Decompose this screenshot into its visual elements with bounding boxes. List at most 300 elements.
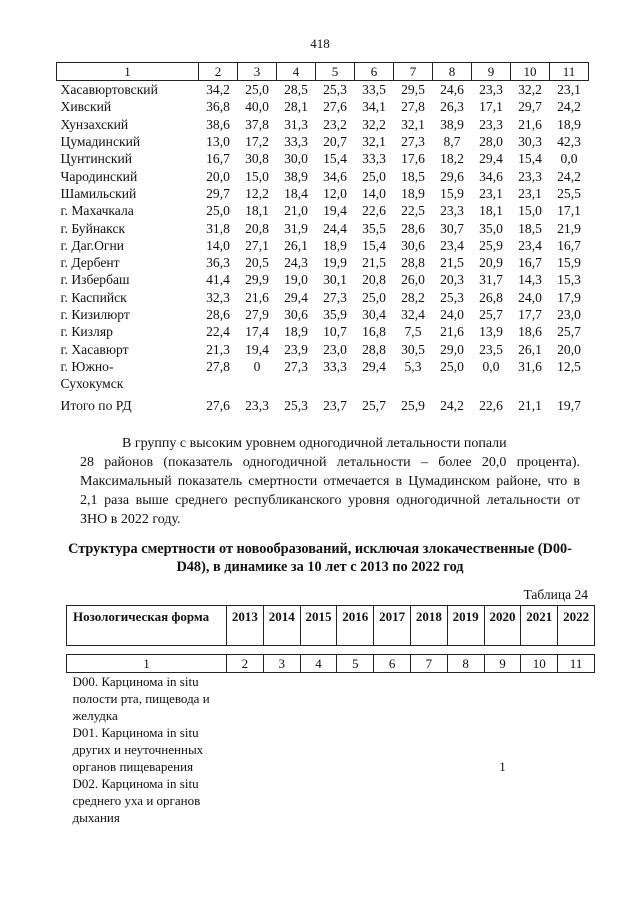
table-row: [57, 167, 589, 184]
table-cell: [447, 673, 484, 725]
table-cell: 28,2: [401, 289, 425, 305]
table-cell: 14,0: [206, 237, 230, 253]
row-label: D01. Карцинома in situ других и неуточненных органов пищеварения: [72, 725, 204, 774]
table-cell: 14,0: [362, 185, 386, 201]
table-cell: 0,0: [482, 358, 500, 374]
row-label: [57, 271, 199, 288]
table-cell: 36,8: [206, 99, 230, 115]
table-cell: 16,7: [518, 255, 542, 271]
table-cell: 25,7: [557, 324, 581, 340]
table-cell: 25,0: [440, 358, 464, 374]
table-cell: 18,9: [557, 116, 581, 132]
table-cell: 19,7: [557, 397, 581, 413]
body-paragraph: [80, 434, 580, 529]
row-label: [57, 358, 199, 392]
table-cell: 17,1: [479, 99, 503, 115]
table-cell: 24,2: [557, 99, 581, 115]
table-cell: [337, 724, 374, 775]
table-cell: 28,8: [401, 255, 425, 271]
row-label-text: г. Кизляр: [60, 324, 113, 340]
table-cell: 25,7: [479, 307, 503, 322]
row-label: [57, 116, 199, 133]
table-cell: 18,4: [284, 185, 308, 201]
column-header: 1: [57, 63, 199, 81]
table-cell: 18,1: [479, 203, 503, 219]
row-label: [57, 167, 199, 184]
column-header: 6: [355, 63, 394, 81]
table-cell: [410, 775, 447, 826]
row-label-text: г. Избербаш: [60, 272, 130, 288]
row-label-text: Цунтинский: [60, 151, 133, 167]
row-label-text-continued: Сухокумск: [60, 375, 124, 391]
table-cell: [263, 724, 300, 775]
column-index: 10: [521, 655, 558, 673]
table-cell: 26,1: [284, 237, 308, 253]
table-cell: 30,3: [518, 134, 542, 150]
column-header-year: 2016: [337, 606, 374, 646]
table-cell: 12,5: [557, 358, 581, 374]
table-header-row: [67, 606, 595, 646]
table-cell: 27,6: [323, 99, 347, 115]
table-cell: 31,8: [206, 220, 230, 236]
mortality-table-districts: [56, 62, 589, 414]
column-header: 11: [550, 63, 589, 81]
table-cell: 31,3: [284, 116, 308, 132]
row-label-text: г. Южно-: [60, 358, 114, 374]
table-cell: 21,1: [518, 397, 542, 413]
table-cell: 15,0: [245, 168, 269, 184]
table-cell: [521, 775, 558, 826]
table-cell: 19,9: [323, 255, 347, 271]
table-cell: 17,6: [401, 151, 425, 167]
column-header-year: 2017: [374, 606, 411, 646]
table-cell: 20,8: [245, 220, 269, 236]
table-cell: [447, 775, 484, 826]
column-header: 4: [277, 63, 316, 81]
table-cell: 20,8: [362, 272, 386, 288]
table-cell: 29,0: [440, 341, 464, 357]
table-row: [67, 724, 595, 775]
table-cell: 42,3: [557, 134, 581, 150]
table-cell: 16,8: [362, 324, 386, 340]
table-cell: 22,6: [479, 397, 503, 413]
table-cell: 20,7: [323, 134, 347, 150]
table-cell: 33,3: [323, 358, 347, 374]
table-cell: 18,9: [323, 237, 347, 253]
table-cell: 27,8: [206, 358, 230, 374]
column-header: 10: [511, 63, 550, 81]
row-label-text: г. Дербент: [60, 255, 120, 271]
table-cell: 23,4: [440, 237, 464, 253]
table-row: [57, 271, 589, 288]
section-title: Структура смертности от новообразований, исключая злокачественные (D00-D48), в динамике за 10 лет с 2013 по 2022 год: [68, 541, 572, 575]
table-cell: 28,8: [362, 341, 386, 357]
column-header-year: 2015: [300, 606, 337, 646]
table-cell: 27,8: [401, 99, 425, 115]
table-cell: 21,6: [245, 289, 269, 305]
table-cell: 17,2: [245, 134, 269, 150]
table-cell: 27,1: [245, 237, 269, 253]
table-cell: 10,7: [323, 324, 347, 340]
table-cell: [484, 673, 521, 725]
table-cell: 28,6: [206, 307, 230, 322]
table-cell: 29,4: [284, 289, 308, 305]
table-cell: 23,1: [557, 82, 581, 98]
table-cell: 34,6: [323, 168, 347, 184]
table-cell: 33,3: [362, 151, 386, 167]
row-label-text: Шамильский: [60, 185, 137, 201]
table-cell: 13,0: [206, 134, 230, 150]
table-cell: 23,0: [557, 307, 581, 322]
table-cell: 16,7: [206, 151, 230, 167]
table-cell: 33,3: [284, 134, 308, 150]
row-label-text: г. Буйнакск: [60, 220, 126, 236]
table-cell: [300, 673, 337, 725]
column-header: 2: [199, 63, 238, 81]
table-cell: 25,9: [401, 397, 425, 413]
table-cell: 18,9: [284, 324, 308, 340]
table-cell: 35,9: [323, 307, 347, 322]
table-cell: 15,3: [557, 272, 581, 288]
table-cell: 28,5: [284, 82, 308, 98]
table-cell: 25,9: [479, 237, 503, 253]
table-cell: 17,7: [518, 307, 542, 322]
table-cell: 20,0: [206, 168, 230, 184]
table-cell: 19,0: [284, 272, 308, 288]
table-cell: 23,5: [479, 341, 503, 357]
total-row: [57, 392, 589, 414]
table-cell: 30,1: [323, 272, 347, 288]
table-cell: 25,3: [284, 397, 308, 413]
table-cell: 37,8: [245, 116, 269, 132]
table-row: [57, 289, 589, 306]
table-row: [57, 202, 589, 219]
table-cell: 32,1: [362, 134, 386, 150]
table-cell: 24,0: [518, 289, 542, 305]
table-cell: [337, 673, 374, 725]
table-cell: 21,3: [206, 341, 230, 357]
table-cell: 28,1: [284, 99, 308, 115]
table-cell: [227, 724, 264, 775]
table-cell: 32,2: [362, 116, 386, 132]
table-cell: [300, 724, 337, 775]
table-cell: 21,6: [440, 324, 464, 340]
table-cell: 15,4: [362, 237, 386, 253]
table-cell: 25,3: [323, 82, 347, 98]
table-row: [57, 254, 589, 271]
table-cell: 5,3: [404, 358, 422, 374]
table-cell: [410, 673, 447, 725]
table-cell: 25,3: [440, 289, 464, 305]
table-cell: 30,5: [401, 341, 425, 357]
table-cell: 23,3: [518, 168, 542, 184]
table-cell: 29,9: [245, 272, 269, 288]
table-cell: 8,7: [443, 134, 461, 150]
row-label-text: Хунзахский: [60, 116, 129, 132]
table-cell: 35,0: [479, 220, 503, 236]
table-cell: 23,3: [479, 116, 503, 132]
table-cell: 23,7: [323, 397, 347, 413]
row-label: D02. Карцинома in situ среднего уха и органов дыхания: [72, 776, 201, 825]
table-cell: 23,1: [518, 185, 542, 201]
row-label: [57, 133, 199, 150]
table-cell: 24,2: [557, 168, 581, 184]
row-label: [57, 219, 199, 236]
table-cell: 30,0: [284, 151, 308, 167]
column-header: 3: [238, 63, 277, 81]
table-cell: 22,6: [362, 203, 386, 219]
table-cell: 38,9: [440, 116, 464, 132]
table-cell: [300, 775, 337, 826]
table-cell: 23,9: [284, 341, 308, 357]
table-row: [57, 340, 589, 357]
table-cell: 18,2: [440, 151, 464, 167]
table-cell: 24,6: [440, 82, 464, 98]
table-cell: 13,9: [479, 324, 503, 340]
table-cell: 15,9: [557, 255, 581, 271]
table-cell: [263, 775, 300, 826]
table-cell: [374, 724, 411, 775]
table-cell: 20,5: [245, 255, 269, 271]
row-label-text: Чародинский: [60, 168, 138, 184]
table-header-row: [57, 63, 589, 81]
total-label: Итого по РД: [60, 397, 132, 413]
column-header: 7: [394, 63, 433, 81]
column-index: 5: [337, 655, 374, 673]
table-cell: 23,4: [518, 237, 542, 253]
table-cell: 14,3: [518, 272, 542, 288]
row-label-text: г. Кизилюрт: [60, 307, 130, 322]
column-header-year: 2018: [410, 606, 447, 646]
table-cell: 23,3: [440, 203, 464, 219]
table-cell: 15,0: [518, 203, 542, 219]
table-cell: 20,3: [440, 272, 464, 288]
table-cell: 18,5: [518, 220, 542, 236]
neoplasm-structure-table: [66, 605, 595, 826]
column-index: 6: [374, 655, 411, 673]
table-cell: 29,4: [479, 151, 503, 167]
table-cell: 21,0: [284, 203, 308, 219]
column-index: 8: [447, 655, 484, 673]
table-row: [57, 219, 589, 236]
table-cell: 21,9: [557, 220, 581, 236]
column-index: 7: [410, 655, 447, 673]
table-cell: 15,4: [323, 151, 347, 167]
row-label: [57, 340, 199, 357]
column-index: 11: [558, 655, 595, 673]
column-header-year: 2022: [558, 606, 595, 646]
table-row: [57, 98, 589, 115]
table-cell: 26,8: [479, 289, 503, 305]
table-cell: 26,1: [518, 341, 542, 357]
row-label: [57, 202, 199, 219]
table-cell: 27,3: [284, 358, 308, 374]
column-header-year: 2014: [263, 606, 300, 646]
table-cell: [521, 673, 558, 725]
table-cell: 32,1: [401, 116, 425, 132]
table-cell: 30,6: [284, 307, 308, 322]
table-cell: 17,1: [557, 203, 581, 219]
table-cell: 29,7: [206, 185, 230, 201]
column-header-year: 2021: [521, 606, 558, 646]
table-cell: 26,3: [440, 99, 464, 115]
table-row: [57, 323, 589, 340]
table-cell: 16,7: [557, 237, 581, 253]
table-caption: Таблица 24: [523, 587, 588, 602]
row-label-text: Хивский: [60, 99, 112, 115]
table-cell: 23,2: [323, 116, 347, 132]
table-cell: [558, 724, 595, 775]
table-cell: [337, 775, 374, 826]
table-cell: 33,5: [362, 82, 386, 98]
table-cell: 12,2: [245, 185, 269, 201]
table-cell: 36,3: [206, 255, 230, 271]
table-cell: 34,2: [206, 82, 230, 98]
table-cell: [447, 724, 484, 775]
table-cell: 40,0: [245, 99, 269, 115]
row-label: [57, 237, 199, 254]
table-cell: 25,0: [362, 289, 386, 305]
table-cell: [227, 673, 264, 725]
table-cell: 27,3: [323, 289, 347, 305]
row-label: [57, 150, 199, 167]
table-cell: 29,4: [362, 358, 386, 374]
table-row: [57, 306, 589, 323]
table-cell: 41,4: [206, 272, 230, 288]
table-cell: 34,1: [362, 99, 386, 115]
table-cell: 23,3: [245, 397, 269, 413]
column-index: 9: [484, 655, 521, 673]
table-cell: 30,6: [401, 237, 425, 253]
table-cell: [410, 724, 447, 775]
table-cell: 32,3: [206, 289, 230, 305]
table-cell: 15,4: [518, 151, 542, 167]
paragraph-rest: 28 районов (показатель одногодичной летальности – более 20,0 процента). Максимальный показатель смертности отмечается в Цумадинском районе, что в 2,1 раза выше среднего республиканского уровня одногодичной летальности от ЗНО в 2022 году.: [80, 455, 580, 527]
table-cell: [227, 775, 264, 826]
table-cell: 28,0: [479, 134, 503, 150]
table-cell: [558, 775, 595, 826]
table-cell: 24,0: [440, 307, 464, 322]
row-label-text: Цумадинский: [60, 134, 141, 150]
table-row: [67, 673, 595, 725]
table-cell: 24,4: [323, 220, 347, 236]
table-row: [57, 358, 589, 392]
table-cell: 24,3: [284, 255, 308, 271]
table-cell: 19,4: [245, 341, 269, 357]
table-cell: [263, 673, 300, 725]
table-index-row: [67, 655, 595, 673]
table-cell: 15,9: [440, 185, 464, 201]
row-label-text: г. Каспийск: [60, 289, 127, 305]
table-row: [57, 81, 589, 99]
table-cell: 31,6: [518, 358, 542, 374]
table-cell: 23,1: [479, 185, 503, 201]
table-cell: 25,0: [245, 82, 269, 98]
column-index: 2: [227, 655, 264, 673]
table-cell: 0,0: [560, 151, 578, 167]
row-label: [57, 185, 199, 202]
table-cell: 38,9: [284, 168, 308, 184]
table-cell: 30,7: [440, 220, 464, 236]
table-cell: 26,0: [401, 272, 425, 288]
table-cell: 31,9: [284, 220, 308, 236]
table-cell: 17,4: [245, 324, 269, 340]
table-cell: 29,7: [518, 99, 542, 115]
row-label-text: Хасавюртовский: [60, 82, 158, 98]
column-header: 8: [433, 63, 472, 81]
table-cell: 21,6: [518, 116, 542, 132]
table-cell: 25,0: [362, 168, 386, 184]
table-cell: 25,5: [557, 185, 581, 201]
row-label: [57, 323, 199, 340]
table-cell: 1: [499, 759, 506, 774]
table-cell: 24,2: [440, 397, 464, 413]
table-cell: 22,5: [401, 203, 425, 219]
table-cell: 23,0: [323, 341, 347, 357]
table-cell: 30,8: [245, 151, 269, 167]
column-header-year: 2020: [484, 606, 521, 646]
table-cell: 17,9: [557, 289, 581, 305]
table-cell: 38,6: [206, 116, 230, 132]
table-row: [67, 775, 595, 826]
column-header-year: 2019: [447, 606, 484, 646]
column-index: 4: [300, 655, 337, 673]
table-cell: 29,6: [440, 168, 464, 184]
table-cell: 32,4: [401, 307, 425, 322]
table-cell: 20,0: [557, 341, 581, 357]
row-label-text: г. Даг.Огни: [60, 237, 125, 253]
table-cell: 35,5: [362, 220, 386, 236]
table-cell: 0: [253, 358, 261, 374]
table-cell: 18,9: [401, 185, 425, 201]
row-label: [57, 306, 199, 323]
row-label: [57, 81, 199, 99]
table-cell: 19,4: [323, 203, 347, 219]
column-header: 9: [472, 63, 511, 81]
table-cell: 29,5: [401, 82, 425, 98]
row-label: D00. Карцинома in situ полости рта, пищевода и желудка: [72, 674, 210, 723]
paragraph-line-1: В группу с высоким уровнем одногодичной летальности попали: [122, 436, 507, 451]
table-cell: 27,9: [245, 307, 269, 322]
table-cell: 25,7: [362, 397, 386, 413]
table-cell: 28,6: [401, 220, 425, 236]
table-cell: 27,6: [206, 397, 230, 413]
column-header-nosology: Нозологическая форма: [67, 606, 227, 646]
table-cell: 22,4: [206, 324, 230, 340]
row-label-text: г. Хасавюрт: [60, 341, 129, 357]
table-row: [57, 237, 589, 254]
table-cell: 25,0: [206, 203, 230, 219]
table-cell: [374, 673, 411, 725]
row-label: [57, 98, 199, 115]
table-cell: 27,3: [401, 134, 425, 150]
row-label: [57, 289, 199, 306]
row-label-text: г. Махачкала: [60, 203, 134, 219]
column-header-year: 2013: [227, 606, 264, 646]
table-row: [57, 185, 589, 202]
table-cell: 18,1: [245, 203, 269, 219]
table-cell: [484, 775, 521, 826]
table-cell: [374, 775, 411, 826]
table-cell: 23,3: [479, 82, 503, 98]
column-index: 3: [263, 655, 300, 673]
table-cell: 20,9: [479, 255, 503, 271]
table-row: [57, 150, 589, 167]
table-cell: 34,6: [479, 168, 503, 184]
table-cell: 21,5: [440, 255, 464, 271]
table-row: [57, 133, 589, 150]
table-cell: 31,7: [479, 272, 503, 288]
